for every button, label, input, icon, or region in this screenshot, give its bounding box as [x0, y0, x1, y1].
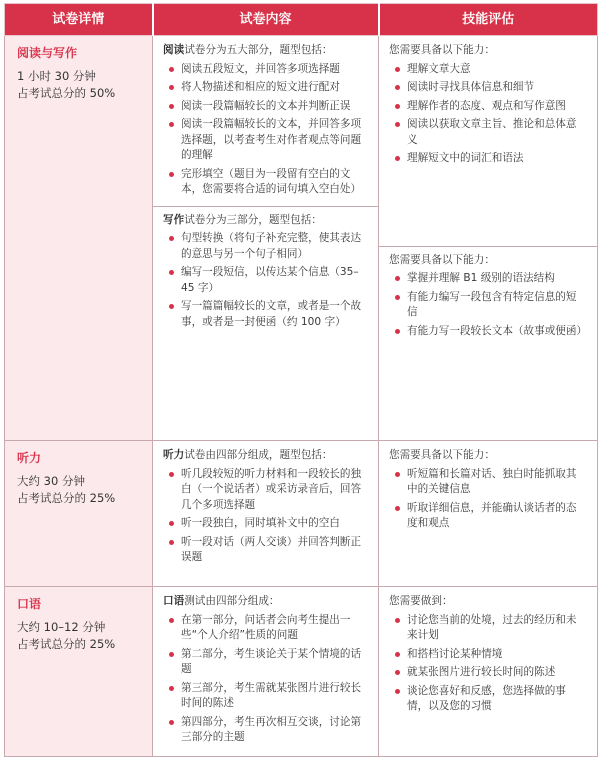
section-title: 听力 — [17, 451, 42, 465]
section-content — [153, 587, 379, 757]
section-weight: 占考试总分的 25% — [17, 490, 116, 505]
content-list — [163, 467, 368, 566]
section-skills — [379, 36, 598, 441]
section-row-reading-writing — [5, 36, 598, 441]
list-item: 在第一部分，问话者会向考生提出一些“个人介绍”性质的问题 — [181, 613, 368, 644]
list-item: 阅读一段篇幅较长的文本，并回答多项选择题，以考查考生对作者观点等问题的理解 — [181, 117, 368, 164]
section-info — [5, 441, 153, 587]
section-row-listening — [5, 441, 598, 587]
section-skills — [379, 587, 598, 757]
list-item: 有能力写一段较长文本（故事或便函） — [407, 324, 587, 340]
list-item: 阅读时寻找具体信息和细节 — [407, 80, 587, 96]
section-weight: 占考试总分的 25% — [17, 636, 116, 651]
list-item: 第四部分，考生再次相互交谈，讨论第三部分的主题 — [181, 715, 368, 746]
header-skill-assessment: 技能评估 — [379, 4, 598, 36]
list-item: 第三部分，考生需就某张图片进行较长时间的陈述 — [181, 681, 368, 712]
section-info — [5, 587, 153, 757]
section-content — [153, 36, 379, 441]
list-item: 阅读一段篇幅较长的文本并判断正误 — [181, 99, 368, 115]
skills-list — [389, 62, 587, 167]
skills-list — [389, 613, 587, 715]
section-title: 口语 — [17, 597, 42, 611]
list-item: 有能力编写一段包含有特定信息的短信 — [407, 290, 587, 321]
header-exam-details: 试卷详情 — [5, 4, 153, 36]
section-content — [153, 441, 379, 587]
content-list — [163, 231, 368, 330]
list-item: 听短篇和长篇对话、独白时能抓取其中的关键信息 — [407, 467, 587, 498]
skills-intro: 您需要做到： — [389, 595, 453, 607]
part-intro: 写作试卷分为三部分，题型包括： — [163, 213, 322, 226]
skills-intro: 您需要具备以下能力： — [389, 253, 495, 266]
table-header-row — [5, 4, 598, 36]
list-item: 听一段对话（两人交谈）并回答判断正误题 — [181, 535, 368, 566]
list-item: 听取详细信息，并能确认谈话者的态度和观点 — [407, 501, 587, 532]
divider — [379, 246, 597, 247]
list-item: 理解文章大意 — [407, 62, 587, 78]
list-item: 就某张图片进行较长时间的陈述 — [407, 665, 587, 681]
section-skills — [379, 441, 598, 587]
part-intro: 口语测试由四部分组成： — [163, 595, 280, 607]
exam-details-table — [4, 3, 598, 757]
list-item: 谈论您喜好和反感，您选择做的事情，以及您的习惯 — [407, 684, 587, 715]
skills-intro: 您需要具备以下能力： — [389, 44, 495, 56]
section-weight: 占考试总分的 50% — [17, 85, 116, 100]
list-item: 讨论您当前的处境，过去的经历和未来计划 — [407, 613, 587, 644]
section-row-speaking — [5, 587, 598, 757]
section-title: 阅读与写作 — [17, 46, 78, 60]
skills-list — [389, 467, 587, 532]
content-list — [163, 62, 368, 198]
list-item: 和搭档讨论某种情境 — [407, 647, 587, 663]
list-item: 将人物描述和相应的短文进行配对 — [181, 80, 368, 96]
list-item: 理解短文中的词汇和语法 — [407, 151, 587, 167]
list-item: 掌握并理解 B1 级别的语法结构 — [407, 271, 587, 287]
list-item: 编写一段短信，以传达某个信息（35–45 字） — [181, 265, 368, 296]
skills-intro: 您需要具备以下能力： — [389, 449, 495, 461]
list-item: 完形填空（题目为一段留有空白的文本，您需要将合适的词句填入空白处） — [181, 167, 368, 198]
list-item: 阅读五段短文，并回答多项选择题 — [181, 62, 368, 78]
section-duration: 大约 30 分钟 — [17, 473, 85, 488]
list-item: 听一段独白，同时填补文中的空白 — [181, 516, 368, 532]
list-item: 写一篇篇幅较长的文章，或者是一个故事，或者是一封便函（约 100 字） — [181, 299, 368, 330]
divider — [153, 206, 378, 207]
list-item: 理解作者的态度、观点和写作意图 — [407, 99, 587, 115]
content-list — [163, 613, 368, 746]
section-duration: 大约 10–12 分钟 — [17, 619, 106, 634]
part-intro: 阅读试卷分为五大部分，题型包括： — [163, 44, 333, 56]
header-exam-content: 试卷内容 — [153, 4, 379, 36]
skills-list — [389, 271, 587, 339]
list-item: 第二部分，考生谈论关于某个情境的话题 — [181, 647, 368, 678]
list-item: 听几段较短的听力材料和一段较长的独白（一个说话者）或采访录音后，回答几个多项选择题 — [181, 467, 368, 514]
section-duration: 1 小时 30 分钟 — [17, 68, 96, 83]
list-item: 阅读以获取文章主旨、推论和总体意义 — [407, 117, 587, 148]
part-intro: 听力试卷由四部分组成，题型包括： — [163, 449, 333, 461]
section-info — [5, 36, 153, 441]
list-item: 句型转换（将句子补充完整，使其表达的意思与另一个句子相同） — [181, 231, 368, 262]
